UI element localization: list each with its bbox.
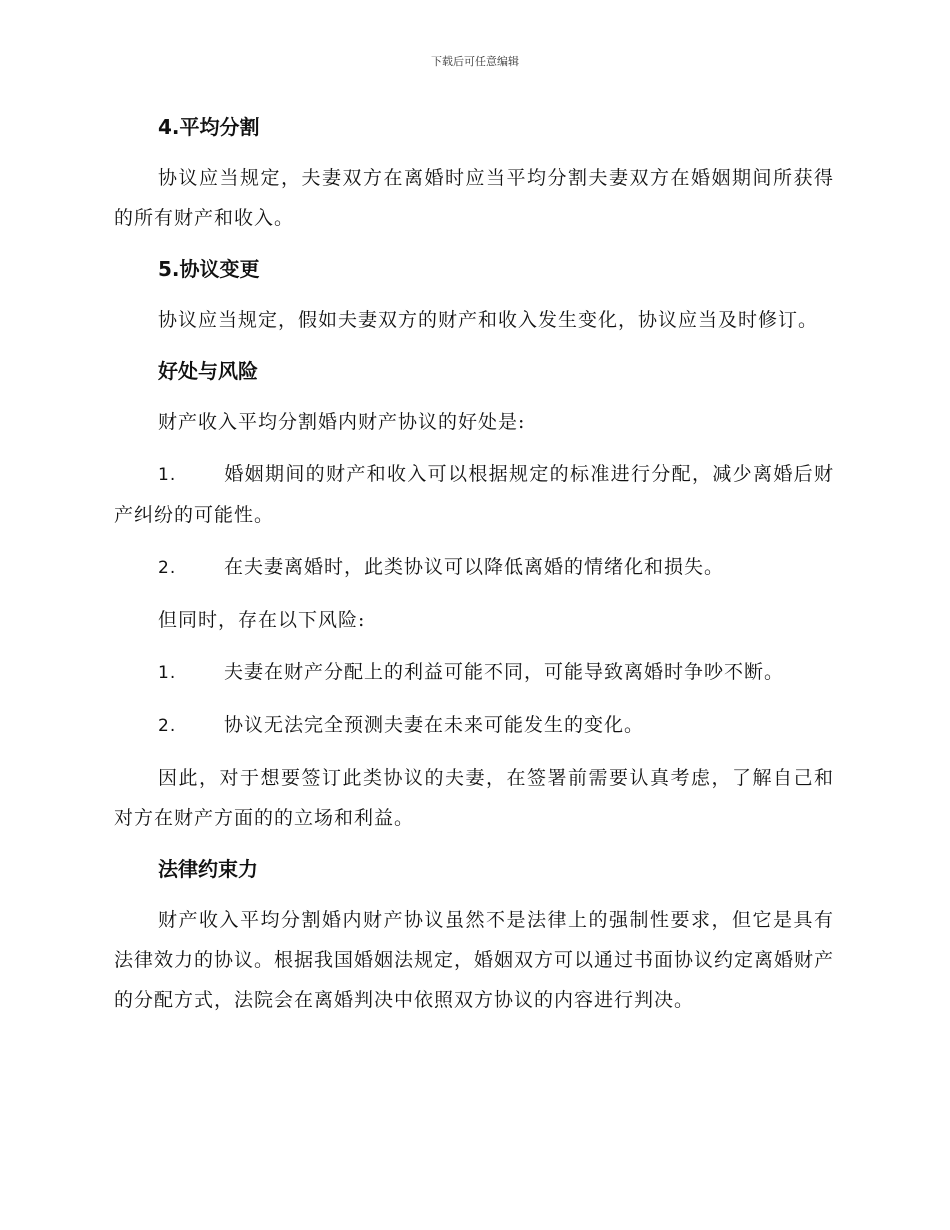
list-text: 在夫妻离婚时，此类协议可以降低离婚的情绪化和损失。	[224, 556, 725, 578]
paragraph-agreement-change: 协议应当规定，假如夫妻双方的财产和收入发生变化，协议应当及时修订。	[158, 309, 819, 331]
list-text: 婚姻期间的财产和收入可以根据规定的标准进行分配，减少离婚后财产纠纷的可能性。	[114, 463, 834, 526]
list-item-benefit	[114, 547, 834, 588]
section-heading-agreement-change: 5.协议变更	[158, 257, 260, 281]
list-number: 2.	[158, 558, 177, 578]
paragraph-legal-effect: 财产收入平均分割婚内财产协议虽然不是法律上的强制性要求，但它是具有法律效力的协议。根据我国婚姻法规定，婚姻双方可以通过书面协议约定离婚财产的分配方式，法院会在离婚判决中依照双方协议的内容进行判决。	[114, 909, 835, 1011]
list-text: 夫妻在财产分配上的利益可能不同，可能导致离婚时争吵不断。	[224, 661, 785, 683]
list-number: 1.	[158, 465, 177, 485]
page-header: 下载后可任意编辑	[431, 55, 519, 68]
list-item-risk	[114, 705, 834, 746]
list-text: 协议无法完全预测夫妻在未来可能发生的变化。	[224, 714, 645, 736]
paragraph-risks-intro: 但同时，存在以下风险:	[158, 609, 366, 631]
list-number: 1.	[158, 663, 177, 683]
list-item-benefit	[114, 454, 834, 535]
paragraph-conclusion: 因此，对于想要签订此类协议的夫妻，在签署前需要认真考虑，了解自己和对方在财产方面的的立场和利益。	[114, 767, 834, 829]
section-heading-legal-effect: 法律约束力	[158, 857, 258, 881]
list-number: 2.	[158, 716, 177, 736]
list-item-risk	[114, 652, 834, 693]
section-heading-equal-division: 4.平均分割	[158, 115, 260, 139]
paragraph-equal-division: 协议应当规定，夫妻双方在离婚时应当平均分割夫妻双方在婚姻期间所获得的所有财产和收入。	[114, 167, 834, 229]
paragraph-benefits-intro: 财产收入平均分割婚内财产协议的好处是:	[158, 411, 526, 433]
section-heading-benefits-risks: 好处与风险	[158, 359, 258, 383]
document-body	[114, 108, 834, 1020]
